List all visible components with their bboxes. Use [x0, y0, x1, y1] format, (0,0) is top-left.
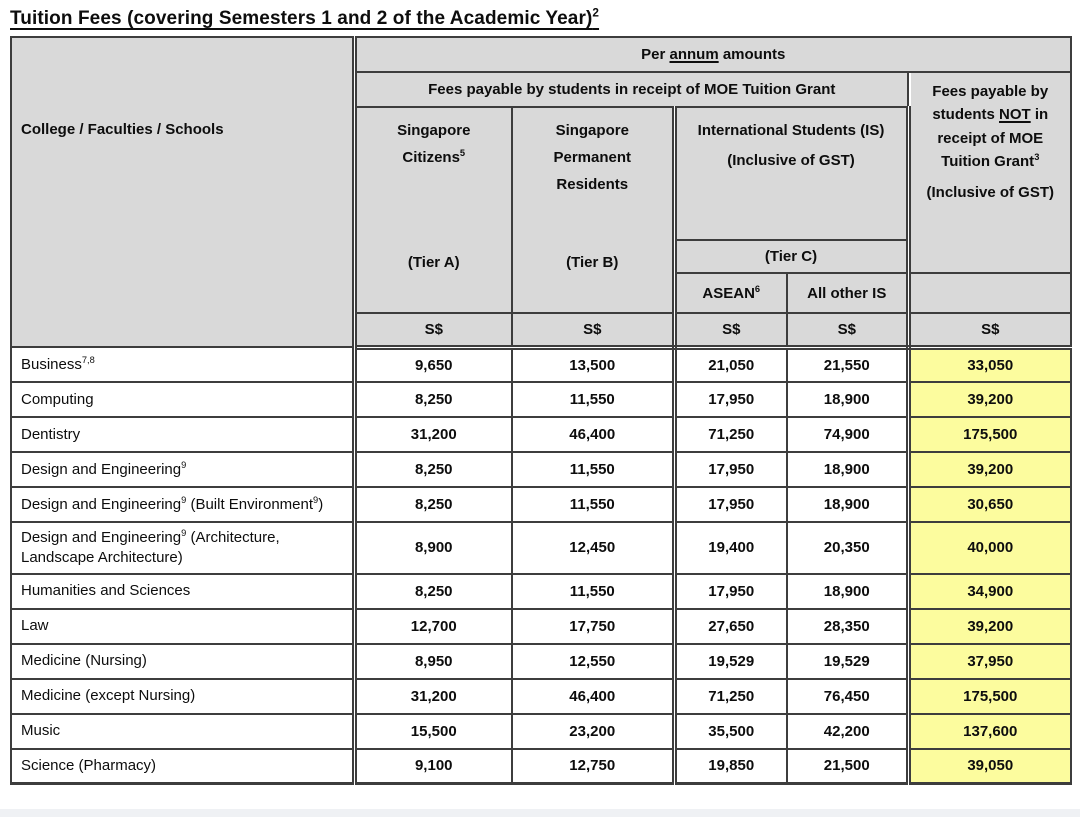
fee-other-is: 21,550: [787, 347, 908, 382]
fee-citizens: 8,950: [354, 644, 512, 679]
fee-citizens: 12,700: [354, 609, 512, 644]
table-row: [11, 609, 1071, 644]
fee-citizens: 9,100: [354, 749, 512, 784]
fee-other-is: 18,900: [787, 574, 908, 609]
table-row: [11, 679, 1071, 714]
row-label: Design and Engineering$^9$ (Architecture, Landscape Architecture): [11, 522, 354, 574]
table-row: [11, 749, 1071, 784]
table-row: [11, 382, 1071, 417]
row-label: Medicine (except Nursing): [11, 679, 354, 714]
fee-asean: 35,500: [674, 714, 787, 749]
fee-pr: 17,750: [512, 609, 674, 644]
fee-pr: 11,550: [512, 574, 674, 609]
fee-asean: 17,950: [674, 574, 787, 609]
fee-non-grant: 40,000: [908, 522, 1071, 574]
row-label: Design and Engineering$^9$: [11, 452, 354, 487]
singapore-pr-column-header: [512, 107, 674, 313]
tuition-fees-table: [10, 36, 1072, 785]
singapore-citizens-label: Singapore Citizens$^5$: [397, 122, 471, 166]
table-row: [11, 347, 1071, 382]
per-annum-amounts-header: Per annum amounts: [354, 37, 1071, 72]
tier-b-label: (Tier B): [566, 254, 619, 271]
fee-non-grant: 175,500: [908, 417, 1071, 452]
fee-citizens: 31,200: [354, 679, 512, 714]
fee-other-is: 19,529: [787, 644, 908, 679]
fee-asean: 17,950: [674, 452, 787, 487]
fee-pr: 12,450: [512, 522, 674, 574]
fee-other-is: 76,450: [787, 679, 908, 714]
currency-unit-citizens: S$: [354, 313, 512, 347]
row-label: Medicine (Nursing): [11, 644, 354, 679]
fee-non-grant: 30,650: [908, 487, 1071, 522]
row-label: Design and Engineering$^9$ (Built Environment$^9$): [11, 487, 354, 522]
fee-citizens: 31,200: [354, 417, 512, 452]
fee-asean: 21,050: [674, 347, 787, 382]
page-bottom-strip: [0, 809, 1080, 817]
tier-c-label: (Tier C): [674, 240, 908, 273]
asean-subcolumn-header: ASEAN$^6$: [674, 273, 787, 313]
fee-citizens: 8,250: [354, 452, 512, 487]
fee-non-grant: 39,200: [908, 609, 1071, 644]
fee-asean: 19,850: [674, 749, 787, 784]
international-students-label: International Students (IS): [697, 122, 885, 139]
fee-asean: 19,400: [674, 522, 787, 574]
fee-citizens: 8,250: [354, 382, 512, 417]
non-grant-column-header: [908, 72, 1071, 273]
fee-other-is: 28,350: [787, 609, 908, 644]
non-grant-header-text: Fees payable by students NOT in receipt of MOE Tuition Grant$^3$: [932, 83, 1049, 170]
table-row: [11, 417, 1071, 452]
row-label: Music: [11, 714, 354, 749]
fee-asean: 27,650: [674, 609, 787, 644]
fee-pr: 23,200: [512, 714, 674, 749]
fee-other-is: 18,900: [787, 452, 908, 487]
fee-asean: 19,529: [674, 644, 787, 679]
fee-other-is: 18,900: [787, 487, 908, 522]
fee-non-grant: 39,200: [908, 382, 1071, 417]
table-row: [11, 714, 1071, 749]
non-grant-gst-note: (Inclusive of GST): [926, 184, 1055, 201]
fee-pr: 11,550: [512, 487, 674, 522]
fee-non-grant: 39,200: [908, 452, 1071, 487]
fee-pr: 12,550: [512, 644, 674, 679]
international-gst-note: (Inclusive of GST): [727, 152, 855, 169]
fee-pr: 46,400: [512, 417, 674, 452]
fee-asean: 17,950: [674, 382, 787, 417]
fee-pr: 11,550: [512, 382, 674, 417]
corner-header-college-faculties-schools: College / Faculties / Schools: [11, 37, 354, 347]
table-row: [11, 644, 1071, 679]
non-grant-empty-subheader: [908, 273, 1071, 313]
table-row: [11, 522, 1071, 574]
table-row: [11, 574, 1071, 609]
fee-rows-body: [11, 347, 1071, 784]
row-label: Humanities and Sciences: [11, 574, 354, 609]
fee-non-grant: 175,500: [908, 679, 1071, 714]
fee-citizens: 9,650: [354, 347, 512, 382]
row-label: Computing: [11, 382, 354, 417]
fee-non-grant: 34,900: [908, 574, 1071, 609]
fee-non-grant: 33,050: [908, 347, 1071, 382]
moe-grant-group-header: Fees payable by students in receipt of MOE Tuition Grant: [354, 72, 908, 107]
fee-other-is: 74,900: [787, 417, 908, 452]
fee-other-is: 21,500: [787, 749, 908, 784]
fee-non-grant: 137,600: [908, 714, 1071, 749]
fee-other-is: 42,200: [787, 714, 908, 749]
fee-citizens: 15,500: [354, 714, 512, 749]
currency-unit-non-grant: S$: [908, 313, 1071, 347]
fee-citizens: 8,900: [354, 522, 512, 574]
page-title: Tuition Fees (covering Semesters 1 and 2 of the Academic Year)$^2$: [10, 6, 600, 29]
singapore-citizens-column-header: [354, 107, 512, 313]
fee-pr: 13,500: [512, 347, 674, 382]
fee-asean: 71,250: [674, 417, 787, 452]
fee-asean: 71,250: [674, 679, 787, 714]
fee-asean: 17,950: [674, 487, 787, 522]
row-label: Science (Pharmacy): [11, 749, 354, 784]
fee-citizens: 8,250: [354, 487, 512, 522]
fee-pr: 12,750: [512, 749, 674, 784]
fee-citizens: 8,250: [354, 574, 512, 609]
all-other-is-subcolumn-header: All other IS: [787, 273, 908, 313]
tier-a-label: (Tier A): [407, 254, 460, 271]
fee-non-grant: 37,950: [908, 644, 1071, 679]
row-label: Dentistry: [11, 417, 354, 452]
table-row: [11, 452, 1071, 487]
row-label: Law: [11, 609, 354, 644]
international-students-column-header: [674, 107, 908, 240]
fee-non-grant: 39,050: [908, 749, 1071, 784]
currency-unit-pr: S$: [512, 313, 674, 347]
row-label: Business$^{7,8}$: [11, 347, 354, 382]
singapore-pr-label: Singapore Permanent Residents: [553, 122, 632, 193]
currency-unit-asean: S$: [674, 313, 787, 347]
fee-other-is: 20,350: [787, 522, 908, 574]
fee-pr: 11,550: [512, 452, 674, 487]
fee-other-is: 18,900: [787, 382, 908, 417]
fee-pr: 46,400: [512, 679, 674, 714]
currency-unit-other-is: S$: [787, 313, 908, 347]
table-row: [11, 487, 1071, 522]
